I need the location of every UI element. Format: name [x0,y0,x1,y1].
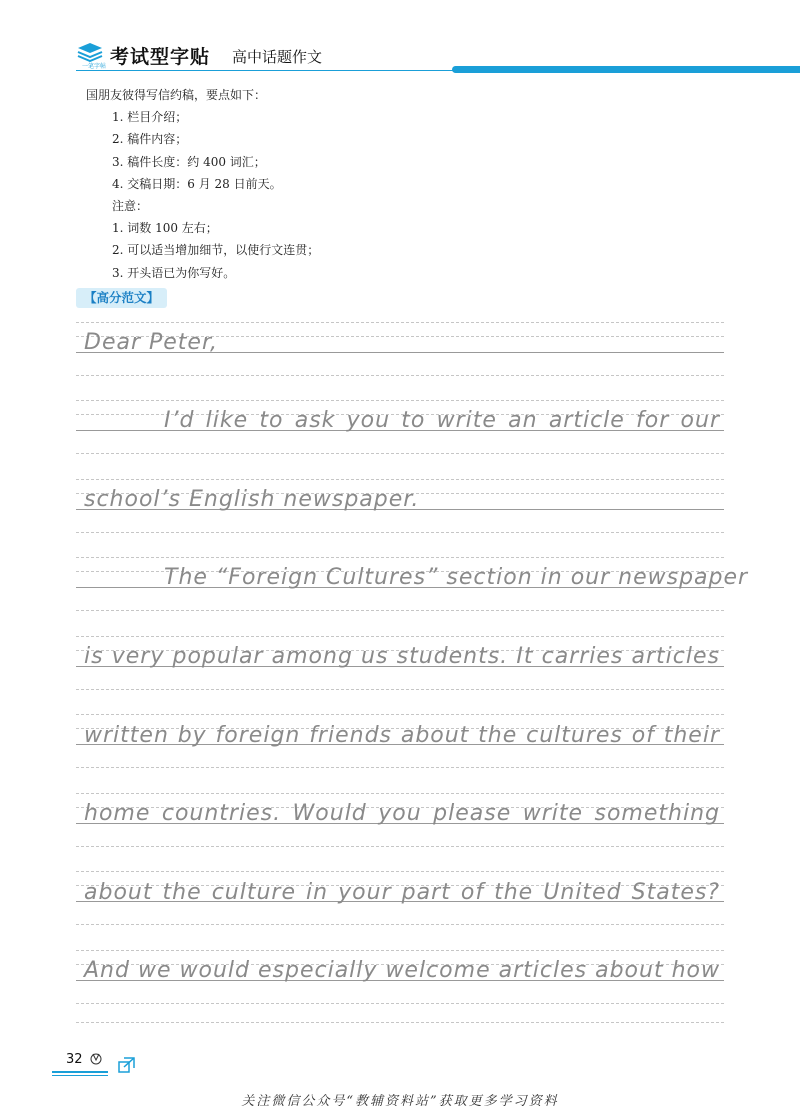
guide-line [76,714,724,715]
guide-line [76,375,724,376]
guide-line [76,322,724,323]
guide-line [76,453,724,454]
page-number-rule [52,1075,108,1076]
page-number-rule [52,1071,108,1073]
guide-line [76,1022,724,1023]
handwriting-line: about the culture in your part of the United States? [84,880,720,905]
section-label: 【高分范文】 [76,288,167,308]
handwriting-line: home countries. Would you please write something [84,801,720,826]
guide-line [76,557,724,558]
prompt-note: 2. 可以适当增加细节，以使行文连贯； [112,243,320,258]
guide-line [76,400,724,401]
note-label: 注意： [112,199,149,214]
prompt-point: 3. 稿件长度：约 400 词汇； [112,154,266,169]
handwriting-line: The “Foreign Cultures” section in our newspaper [164,565,749,590]
logo-subtext: 一笔字帖 [82,63,107,70]
guide-line [76,636,724,637]
handwriting-line: And we would especially welcome articles about how [84,958,720,983]
prompt-point: 2. 稿件内容； [112,132,188,147]
footer-note: 关注微信公众号“教辅资料站”获取更多学习资料 [241,1094,559,1109]
handwriting-line: school’s English newspaper. [84,487,420,512]
guide-line [76,793,724,794]
guide-line [76,924,724,925]
handwriting-line: Dear Peter, [84,330,218,355]
guide-line [76,532,724,533]
pencil-cube-icon [116,1054,138,1076]
guide-line [76,871,724,872]
brand-title: 考试型字贴 [110,46,211,68]
prompt-intro: 国朋友彼得写信约稿，要点如下： [86,88,267,102]
pen-nib-icon [88,1050,104,1066]
guide-line [76,1003,724,1004]
page-number: 32 [66,1052,83,1067]
handwriting-line: written by foreign friends about the cultures of their [84,723,720,748]
guide-line [76,610,724,611]
prompt-note: 3. 开头语已为你写好。 [112,265,236,280]
prompt-point: 1. 栏目介绍； [112,110,188,125]
handwriting-line: is very popular among us students. It carries articles [84,644,720,669]
guide-line [76,767,724,768]
copybook-lines [76,0,749,1114]
guide-line [76,689,724,690]
page-title: 高中话题作文 [232,48,323,66]
prompt-note: 1. 词数 100 左右； [112,221,218,236]
handwriting-line: I’d like to ask you to write an article for our [164,408,720,433]
guide-line [76,479,724,480]
prompt-point: 4. 交稿日期：6 月 28 日前天。 [112,176,282,191]
guide-line [76,950,724,951]
guide-line [76,846,724,847]
